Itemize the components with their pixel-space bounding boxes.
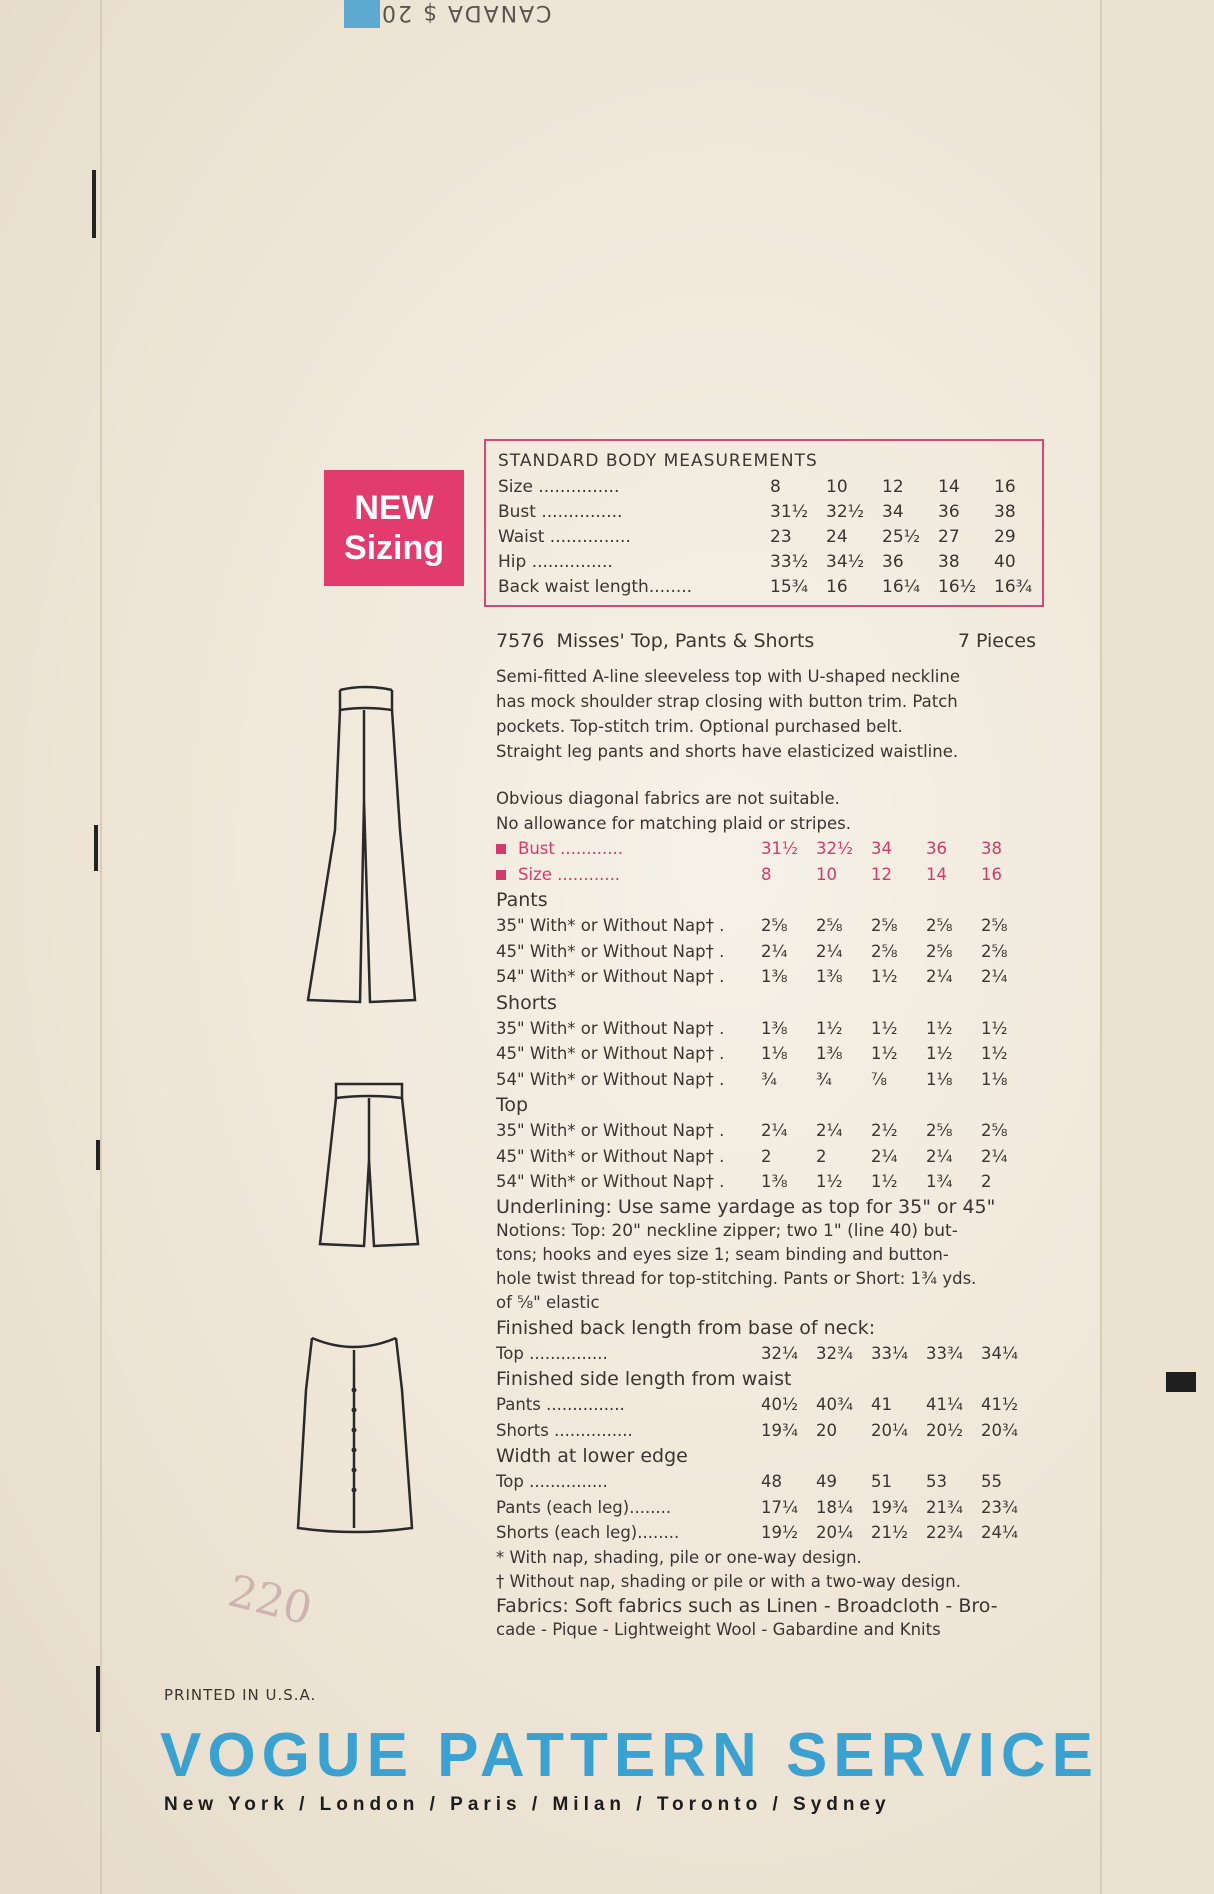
yardage-value: 53	[926, 1472, 947, 1491]
standard-value: 34½	[826, 552, 865, 572]
yardage-value: 1⅛	[926, 1069, 953, 1089]
standard-row-label: Waist ...............	[498, 527, 631, 547]
shorts-sketch	[314, 1080, 424, 1260]
yardage-row	[496, 1041, 1036, 1067]
yardage-row	[496, 913, 1036, 939]
notions-line: of ⅝" elastic	[496, 1292, 600, 1312]
yardage-row-label: Pants ...............	[496, 1395, 625, 1414]
yardage-value: 16	[981, 864, 1002, 884]
standard-row	[498, 575, 1050, 600]
yardage-value: 2¼	[816, 941, 843, 961]
yardage-value: 2¼	[761, 1121, 788, 1140]
yardage-value: 20	[816, 1420, 837, 1440]
blue-tab-fragment	[344, 0, 380, 28]
yardage-row-label: Pants (each leg)........	[496, 1497, 672, 1517]
yardage-value: 49	[816, 1472, 837, 1491]
pattern-pieces: 7 Pieces	[957, 630, 1036, 652]
yardage-value: 32½	[816, 839, 853, 858]
yardage-value: 1⅜	[816, 967, 843, 986]
yardage-value: 20¾	[981, 1420, 1018, 1440]
yardage-value: 2⅝	[981, 916, 1008, 935]
yardage-value: 1⅜	[761, 1172, 788, 1191]
yardage-row-label: 45" With* or Without Nap† .	[496, 1146, 725, 1166]
pattern-number: 7576	[496, 630, 545, 652]
yardage-row	[496, 1169, 1036, 1195]
yardage-value: 20½	[926, 1420, 963, 1440]
section-title: Pants	[496, 889, 548, 911]
yardage-value: 2¼	[761, 941, 788, 961]
standard-value: 16½	[938, 577, 977, 597]
standard-value: 36	[882, 552, 904, 572]
standard-row	[498, 550, 1050, 575]
envelope-flap	[1100, 0, 1214, 1894]
standard-value: 38	[938, 552, 960, 572]
yardage-value: 38	[981, 839, 1002, 858]
standard-value: 23	[770, 527, 792, 547]
yardage-value: 36	[926, 839, 947, 858]
yardage-value: 20¼	[871, 1420, 908, 1440]
yardage-value: 22¾	[926, 1523, 963, 1542]
yardage-row	[496, 939, 1036, 965]
notions-line: tons; hooks and eyes size 1; seam binding and button-	[496, 1244, 949, 1264]
pattern-description	[496, 664, 1036, 764]
standard-row-label: Hip ...............	[498, 552, 613, 572]
yardage-value: 41	[871, 1395, 892, 1414]
measure-title: Finished back length from base of neck:	[496, 1316, 876, 1339]
yardage-value: 1½	[926, 1044, 953, 1063]
standard-value: 16¾	[994, 577, 1033, 597]
size-rows	[496, 836, 1036, 887]
yardage-value: 1⅛	[981, 1069, 1008, 1089]
standard-value: 32½	[826, 502, 865, 522]
yardage-value: 41¼	[926, 1395, 963, 1414]
yardage-row-label: Shorts (each leg)........	[496, 1523, 680, 1542]
yardage-value: 2⅝	[871, 941, 898, 961]
fabrics-line: Fabrics: Soft fabrics such as Linen - Broadcloth - Bro-	[496, 1594, 998, 1617]
standard-value: 34	[882, 502, 904, 522]
yardage-row	[496, 1144, 1036, 1170]
standard-value: 24	[826, 527, 848, 547]
yardage-sections	[496, 887, 1036, 1195]
yardage-value: 2½	[871, 1121, 898, 1140]
standard-value: 15¾	[770, 577, 809, 597]
yardage-row	[496, 1118, 1036, 1144]
yardage-value: ¾	[816, 1069, 832, 1089]
notions-line: hole twist thread for top-stitching. Pants or Short: 1¾ yds.	[496, 1268, 977, 1288]
yardage-value: 1½	[871, 1044, 898, 1063]
yardage-value: 1⅜	[761, 967, 788, 986]
yardage-value: 2	[816, 1146, 827, 1166]
yardage-value: 1¾	[926, 1172, 953, 1191]
description-line: Straight leg pants and shorts have elasticized waistline.	[496, 742, 959, 761]
yardage-value: 14	[926, 864, 947, 884]
bullet-square-icon	[496, 844, 506, 854]
yardage-value: 2⅝	[981, 1121, 1008, 1140]
section-title: Shorts	[496, 991, 557, 1014]
yardage-value: 40½	[761, 1395, 798, 1414]
yardage-row-label: 45" With* or Without Nap† .	[496, 941, 725, 961]
yardage-row-label: 54" With* or Without Nap† .	[496, 1069, 725, 1089]
yardage-value: 33¾	[926, 1343, 963, 1363]
yardage-row-label: Size ............	[496, 862, 761, 888]
yardage-value: 40¾	[816, 1395, 853, 1414]
yardage-value: 33¼	[871, 1343, 908, 1363]
yardage-value: 10	[816, 864, 837, 884]
yardage-value: 1½	[981, 1044, 1008, 1063]
yardage-row	[496, 862, 1036, 888]
yardage-value: 51	[871, 1472, 892, 1491]
yardage-row-label: 45" With* or Without Nap† .	[496, 1044, 725, 1063]
pattern-details	[496, 630, 1036, 1642]
standard-value: 16	[994, 477, 1016, 497]
yardage-value: 1½	[981, 1018, 1008, 1038]
standard-table	[498, 475, 1050, 600]
footnote-line: † Without nap, shading or pile or with a two-way design.	[496, 1571, 961, 1591]
note-line: No allowance for matching plaid or stripes.	[496, 814, 851, 833]
pants-sketch	[300, 680, 430, 1010]
yardage-row-label: Bust ............	[496, 836, 761, 862]
yardage-value: 21¾	[926, 1497, 963, 1517]
pattern-name: Misses' Top, Pants & Shorts	[556, 630, 815, 652]
yardage-value: 31½	[761, 839, 798, 858]
new-sizing-badge	[324, 470, 464, 586]
yardage-value: 2⅝	[926, 1121, 953, 1140]
brand-title: VOGUE PATTERN SERVICE	[160, 1721, 1100, 1790]
printed-in-usa: PRINTED IN U.S.A.	[164, 1686, 317, 1704]
description-line: has mock shoulder strap closing with button trim. Patch	[496, 692, 958, 711]
footnote-line: * With nap, shading, pile or one-way design.	[496, 1547, 862, 1567]
yardage-row-label: 35" With* or Without Nap† .	[496, 916, 725, 935]
yardage-row-label: Top ...............	[496, 1472, 608, 1491]
yardage-value: 2¼	[926, 1146, 953, 1166]
standard-value: 33½	[770, 552, 809, 572]
yardage-value: 34¼	[981, 1343, 1018, 1363]
standard-row	[498, 500, 1050, 525]
yardage-value: 2⅝	[761, 916, 788, 935]
yardage-value: 23¾	[981, 1497, 1018, 1517]
yardage-value: 12	[871, 864, 892, 884]
yardage-value: 17¼	[761, 1497, 798, 1517]
yardage-row-label: 35" With* or Without Nap† .	[496, 1018, 725, 1038]
standard-value: 36	[938, 502, 960, 522]
standard-measurements-box	[484, 439, 1044, 607]
standard-value: 8	[770, 477, 781, 497]
yardage-row-label: Top ...............	[496, 1343, 608, 1363]
yardage-value: 1½	[871, 1172, 898, 1191]
standard-value: 27	[938, 527, 960, 547]
yardage-value: 20¼	[816, 1523, 853, 1542]
measure-title: Finished side length from waist	[496, 1368, 792, 1390]
note-line: Obvious diagonal fabrics are not suitable.	[496, 789, 840, 808]
yardage-row-label: 54" With* or Without Nap† .	[496, 967, 725, 986]
yardage-row	[496, 1495, 1036, 1521]
top-sketch	[292, 1330, 422, 1540]
yardage-value: 2	[981, 1172, 992, 1191]
brand-cities: New York / London / Paris / Milan / Toronto / Sydney	[164, 1794, 891, 1815]
yardage-value: 19¾	[871, 1497, 908, 1517]
yardage-value: 2¼	[871, 1146, 898, 1166]
margin-mark	[92, 170, 96, 238]
yardage-value: 2¼	[926, 967, 953, 986]
fabric-notes	[496, 786, 1036, 836]
underlining-text: Underlining: Use same yardage as top for 35" or 45"	[496, 1195, 996, 1218]
yardage-value: 24¼	[981, 1523, 1018, 1542]
pattern-header	[496, 630, 1036, 652]
bullet-square-icon	[496, 870, 506, 880]
finished-measurements	[496, 1315, 1036, 1546]
standard-row-label: Size ...............	[498, 477, 620, 497]
margin-mark	[96, 1666, 100, 1732]
standard-value: 29	[994, 527, 1016, 547]
yardage-value: 32¼	[761, 1343, 798, 1363]
yardage-value: 21½	[871, 1523, 908, 1542]
standard-row	[498, 525, 1050, 550]
yardage-value: 1½	[816, 1018, 843, 1038]
yardage-row	[496, 1418, 1036, 1444]
top-strip: CANADA $ 20	[380, 0, 552, 25]
yardage-value: 2⅝	[816, 916, 843, 935]
yardage-value: 2¼	[981, 1146, 1008, 1166]
yardage-value: 18¼	[816, 1497, 853, 1517]
section-title: Top	[496, 1094, 529, 1116]
description-line: Semi-fitted A-line sleeveless top with U-shaped neckline	[496, 667, 960, 686]
yardage-value: 1½	[871, 967, 898, 986]
yardage-row	[496, 1520, 1036, 1546]
yardage-value: 2⅝	[871, 916, 898, 935]
yardage-row	[496, 964, 1036, 990]
badge-line-2: Sizing	[343, 529, 445, 567]
description-line: pockets. Top-stitch trim. Optional purchased belt.	[496, 717, 903, 736]
yardage-value: 55	[981, 1472, 1002, 1491]
standard-value: 31½	[770, 502, 809, 522]
yardage-row	[496, 1469, 1036, 1495]
measure-title: Width at lower edge	[496, 1445, 688, 1467]
yardage-value: 1½	[926, 1018, 953, 1038]
yardage-value: 1½	[871, 1018, 898, 1038]
yardage-value: ⅞	[871, 1069, 887, 1089]
standard-value: 12	[882, 477, 904, 497]
yardage-value: 41½	[981, 1395, 1018, 1414]
yardage-value: 2¼	[981, 967, 1008, 986]
yardage-value: 32¾	[816, 1343, 853, 1363]
fold-line	[100, 0, 102, 1894]
standard-title: STANDARD BODY MEASUREMENTS	[498, 451, 818, 471]
yardage-row-label: 54" With* or Without Nap† .	[496, 1172, 725, 1191]
yardage-row	[496, 1392, 1036, 1418]
standard-value: 16	[826, 577, 848, 597]
yardage-value: 2⅝	[926, 941, 953, 961]
standard-row-label: Back waist length........	[498, 577, 693, 597]
yardage-value: 19½	[761, 1523, 798, 1542]
fabrics-line: cade - Pique - Lightweight Wool - Gabardine and Knits	[496, 1619, 941, 1639]
yardage-value: 34	[871, 839, 892, 858]
yardage-row	[496, 836, 1036, 862]
standard-value: 38	[994, 502, 1016, 522]
notions-line: Notions: Top: 20" neckline zipper; two 1" (line 40) but-	[496, 1220, 958, 1241]
yardage-value: 1⅜	[761, 1018, 788, 1038]
yardage-value: 2⅝	[981, 941, 1008, 961]
yardage-value: 8	[761, 864, 772, 884]
badge-line-1: NEW	[354, 489, 434, 527]
yardage-value: 1⅛	[761, 1044, 788, 1063]
standard-value: 40	[994, 552, 1016, 572]
yardage-row	[496, 1341, 1036, 1367]
yardage-value: 2⅝	[926, 916, 953, 935]
yardage-value: ¾	[761, 1069, 777, 1089]
standard-row	[498, 475, 1050, 500]
pencil-stamp: 220	[223, 1565, 317, 1636]
yardage-value: 1½	[816, 1172, 843, 1191]
standard-value: 25½	[882, 527, 921, 547]
standard-value: 16¼	[882, 577, 921, 597]
yardage-row	[496, 1016, 1036, 1042]
standard-value: 10	[826, 477, 848, 497]
yardage-row-label: 35" With* or Without Nap† .	[496, 1121, 725, 1140]
yardage-value: 19¾	[761, 1420, 798, 1440]
edge-mark	[1166, 1372, 1196, 1392]
yardage-value: 2¼	[816, 1121, 843, 1140]
yardage-value: 1⅜	[816, 1044, 843, 1063]
standard-value: 14	[938, 477, 960, 497]
yardage-row	[496, 1067, 1036, 1093]
yardage-row-label: Shorts ...............	[496, 1420, 633, 1440]
standard-row-label: Bust ...............	[498, 502, 623, 522]
margin-mark	[94, 825, 98, 871]
margin-mark	[96, 1140, 100, 1170]
yardage-value: 48	[761, 1472, 782, 1491]
yardage-value: 2	[761, 1146, 772, 1166]
